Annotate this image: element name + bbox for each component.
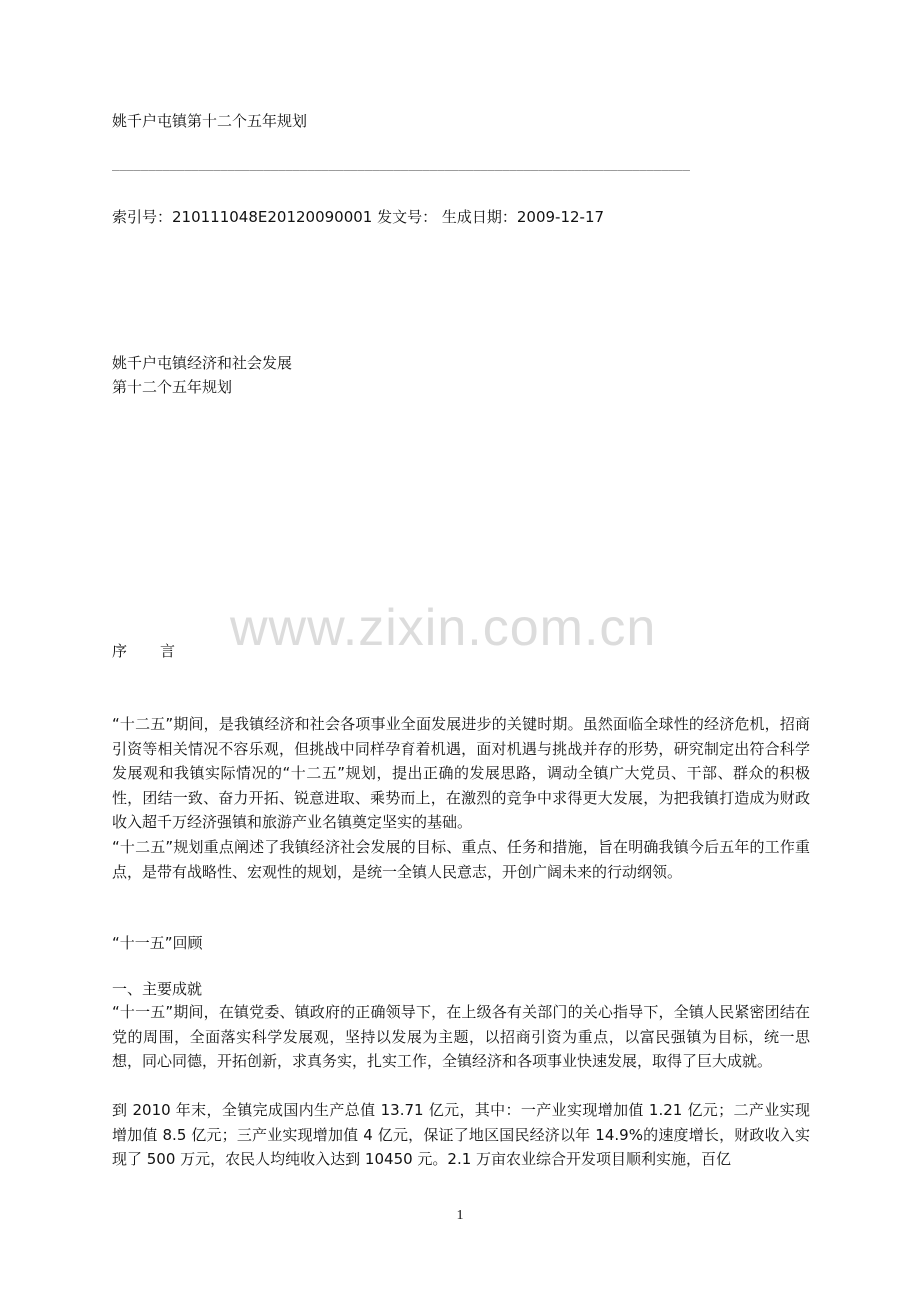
preface-paragraph-2: “十二五”规划重点阐述了我镇经济社会发展的目标、重点、任务和措施，旨在明确我镇今后五年的工作重点，是带有战略性、宏观性的规划，是统一全镇人民意志，开创广阔未来的行动纲领。 — [112, 838, 810, 881]
divider-line: ________________________________________________________________________________ — [112, 157, 690, 171]
preface-heading-char1: 序 — [112, 642, 128, 660]
document-meta: 索引号：210111048E20120090001 发文号： 生成日期：2009-12-17 — [112, 208, 605, 226]
section1-heading: 一、主要成就 — [112, 980, 203, 998]
preface-paragraph-1: “十二五”期间，是我镇经济和社会各项事业全面发展进步的关键时期。虽然面临全球性的经济危机，招商引资等相关情况不容乐观，但挑战中同样孕育着机遇，面对机遇与挑战并存的形势，研究制定出符合科学发展观和我镇实际情况的“十二五”规划，提出正确的发展思路，调动全镇广大党员、干部、群众的积极性，团结一致、奋力开拓、锐意进取、乘势而上，在激烈的竞争中求得更大发展，为把我镇打造成为财政收入超千万经济强镇和旅游产业名镇奠定坚实的基础。 — [112, 715, 810, 831]
watermark: www.zixin.com.cn — [230, 599, 657, 657]
preface-heading-char2: 言 — [160, 642, 176, 660]
review-heading: “十一五”回顾 — [112, 934, 203, 952]
section1-paragraph-2: 到 2010 年末，全镇完成国内生产总值 13.71 亿元，其中：一产业实现增加值 1.21 亿元；二产业实现增加值 8.5 亿元；三产业实现增加值 4 亿元，保证了地区国民经济以年 14.9%的速度增长，财政收入实现了 500 万元，农民人均纯收入达到 10450 元。2.1 万亩农业综合开发项目顺利实施，百亿 — [112, 1101, 810, 1168]
page-number: 1 — [456, 1208, 464, 1223]
header-title: 姚千户屯镇第十二个五年规划 — [112, 112, 308, 130]
cover-title-line2: 第十二个五年规划 — [112, 378, 233, 396]
section1-paragraph-1: “十一五”期间，在镇党委、镇政府的正确领导下，在上级各有关部门的关心指导下，全镇人民紧密团结在党的周围，全面落实科学发展观，坚持以发展为主题，以招商引资为重点，以富民强镇为目标，统一思想，同心同德，开拓创新，求真务实，扎实工作，全镇经济和各项事业快速发展，取得了巨大成就。 — [112, 1003, 810, 1070]
cover-title-line1: 姚千户屯镇经济和社会发展 — [112, 354, 293, 372]
